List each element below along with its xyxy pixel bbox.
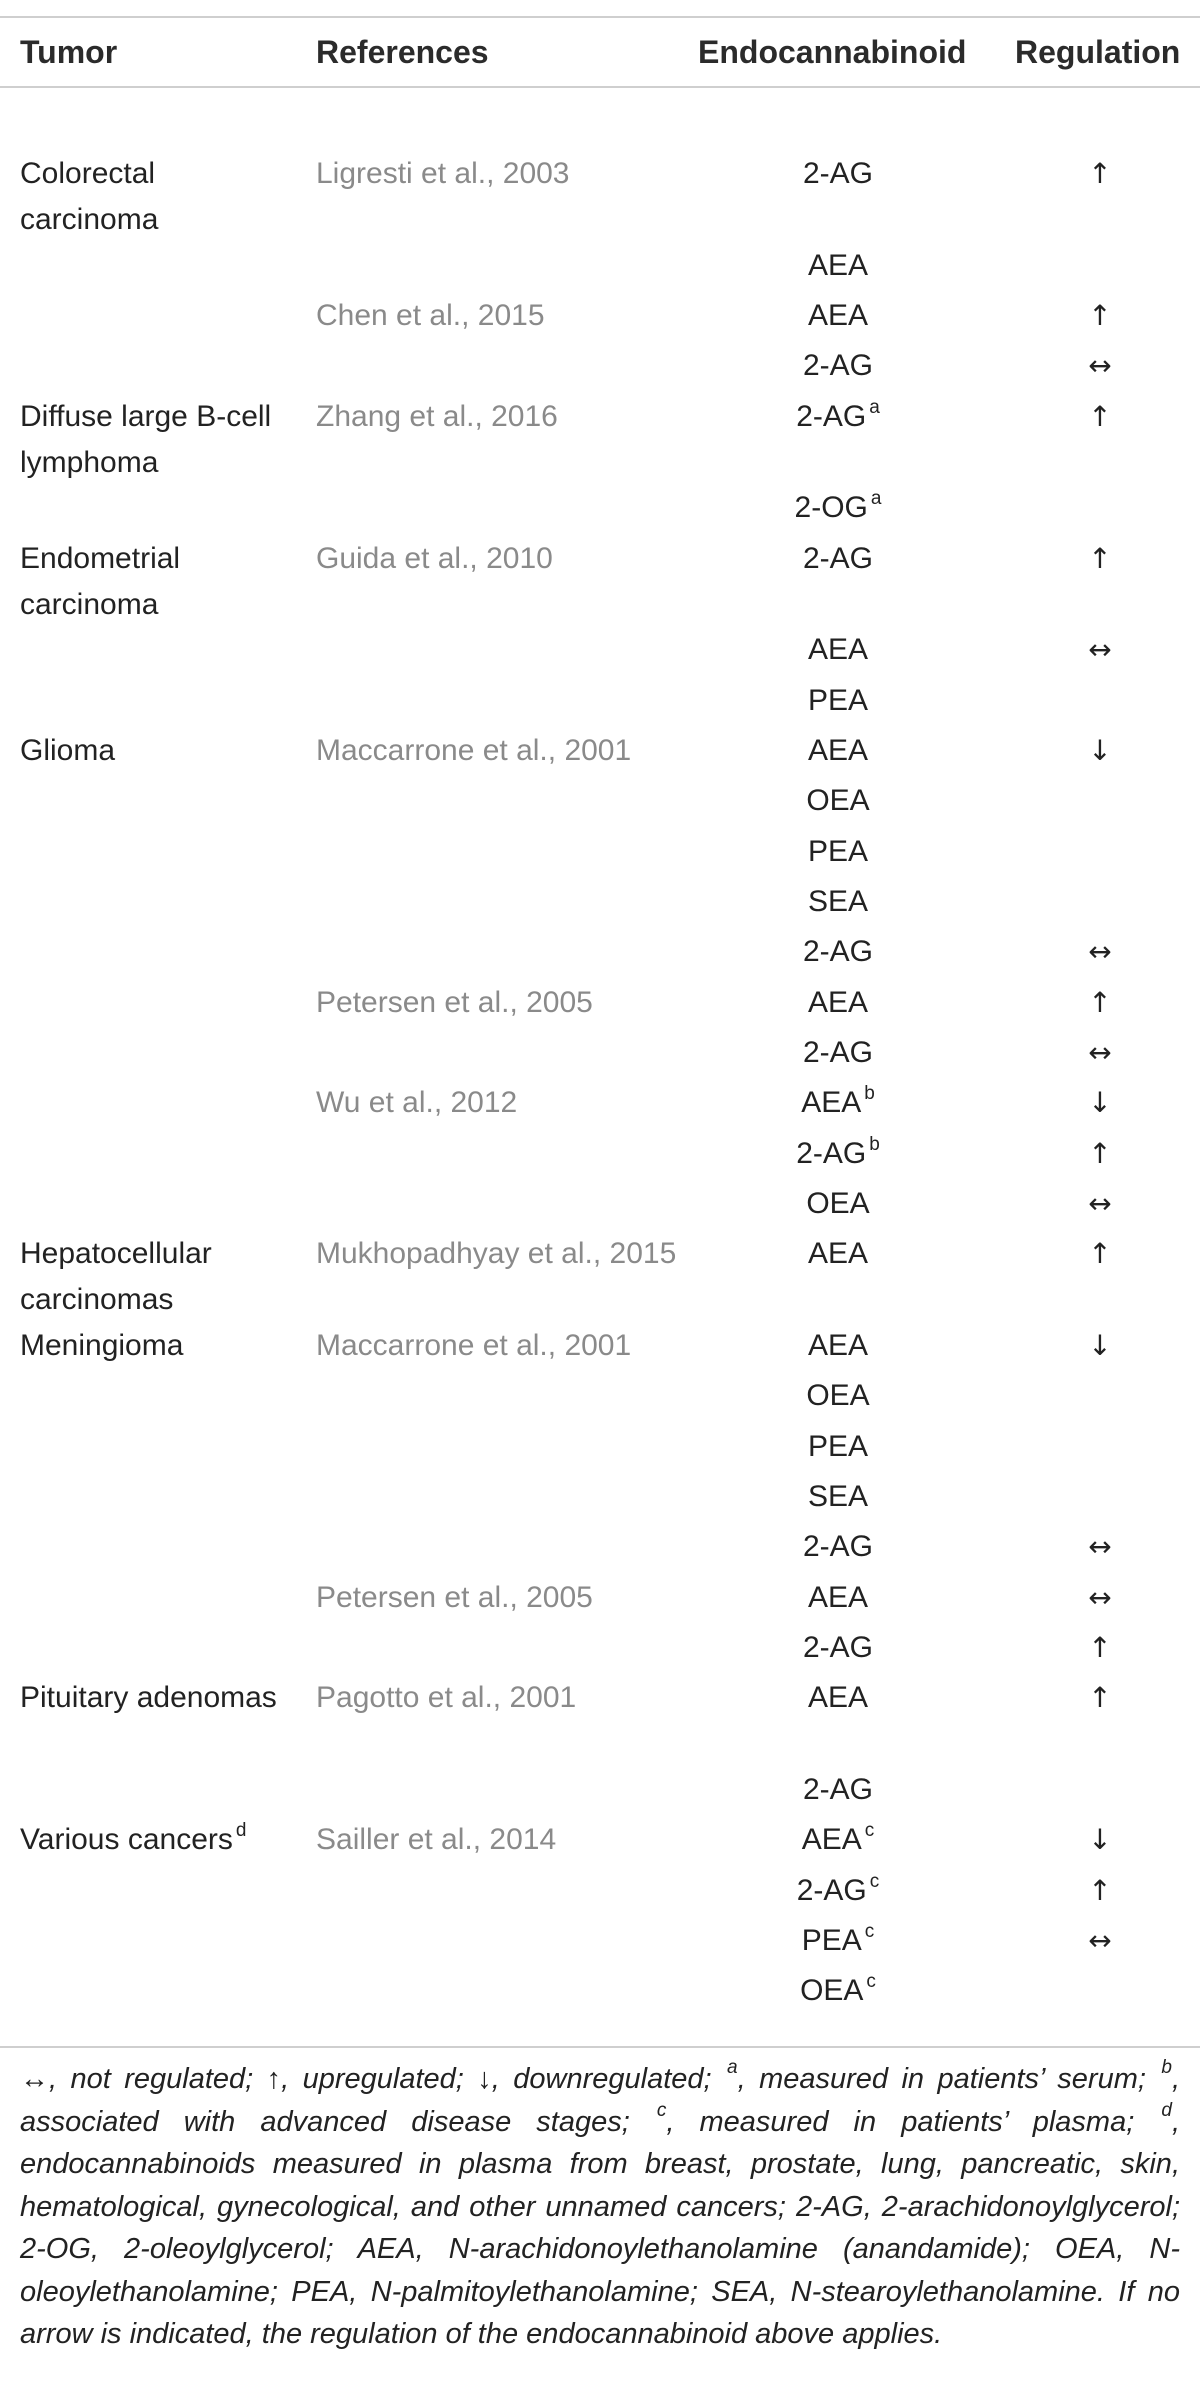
endocannabinoid-cell xyxy=(698,1323,978,1369)
tumor-cell-text: Meningioma xyxy=(20,1329,184,1363)
footnote-superscript: a xyxy=(727,2057,738,2079)
tumor-cell xyxy=(20,536,300,628)
endocannabinoid-cell-text: 2-AG xyxy=(802,1630,874,1664)
endocannabinoid-cell-text: 2-AG xyxy=(802,1530,874,1564)
endocannabinoid-cell-text: AEA xyxy=(807,985,869,1019)
regulation-arrow-icon xyxy=(1015,1524,1185,1570)
endocannabinoid-cell xyxy=(698,627,978,673)
footnote-superscript: c xyxy=(656,2099,667,2121)
regulation-arrow-icon xyxy=(1015,1625,1185,1671)
regulation-arrow-icon xyxy=(1015,1918,1185,1964)
endocannabinoid-cell xyxy=(698,1625,978,1671)
endocannabinoid-cell xyxy=(698,1080,978,1126)
reference-cell-text: Mukhopadhyay et al., 2015 xyxy=(316,1237,677,1271)
header-endocannabinoid: Endocannabinoid xyxy=(698,34,967,70)
regulation-arrow-icon-text: ↔ xyxy=(1088,1036,1112,1069)
regulation-arrow-icon-text: ↑ xyxy=(1088,1681,1112,1715)
regulation-arrow-icon xyxy=(1015,343,1185,389)
reference-cell-text: Wu et al., 2012 xyxy=(316,1086,518,1120)
endocannabinoid-cell-text: OEA xyxy=(800,1974,864,2008)
endocannabinoid-cell xyxy=(698,1030,978,1076)
table-footnote xyxy=(20,2058,1180,2356)
regulation-arrow-icon-text: ↓ xyxy=(1088,1086,1112,1120)
reference-cell-text: Pagotto et al., 2001 xyxy=(316,1681,577,1715)
endocannabinoid-cell-superscript: b xyxy=(869,1133,880,1155)
endocannabinoid-cell-text: PEA xyxy=(807,1429,869,1463)
regulation-arrow-icon xyxy=(1015,1131,1185,1177)
endocannabinoid-cell-text: 2-AG xyxy=(796,1136,867,1170)
endocannabinoid-cell-text: 2-AG xyxy=(802,1036,874,1069)
reference-cell-text: Ligresti et al., 2003 xyxy=(316,156,570,190)
footnote-text: , measured in patients’ serum; xyxy=(737,2063,1160,2095)
endocannabinoid-cell xyxy=(698,1474,978,1520)
tumor-cell xyxy=(20,151,300,243)
regulation-arrow-icon xyxy=(1015,1323,1185,1369)
endocannabinoid-cell xyxy=(698,1131,978,1177)
reference-cell xyxy=(316,980,696,1026)
regulation-arrow-icon xyxy=(1015,1231,1185,1277)
endocannabinoid-cell xyxy=(698,1675,978,1721)
endocannabinoid-cell-text: SEA xyxy=(807,885,869,919)
tumor-cell xyxy=(20,1675,300,1721)
footnote-text: , measured in patients’ plasma; xyxy=(666,2105,1160,2138)
endocannabinoid-cell xyxy=(698,678,978,724)
endocannabinoid-cell-text: OEA xyxy=(806,1379,870,1413)
reference-cell xyxy=(316,536,696,582)
regulation-arrow-icon-text: ↑ xyxy=(1088,541,1112,575)
reference-cell xyxy=(316,1575,696,1621)
endocannabinoid-cell-text: PEA xyxy=(807,834,869,868)
endocannabinoid-cell-text: 2-AG xyxy=(802,349,874,383)
reference-cell xyxy=(316,394,696,440)
footnote-superscript: b xyxy=(1161,2057,1172,2079)
endocannabinoid-cell-text: PEA xyxy=(801,1924,862,1957)
tumor-cell-text: Pituitary adenomas xyxy=(20,1681,277,1715)
regulation-arrow-icon-text: ↔ xyxy=(1088,1580,1112,1614)
tumor-cell xyxy=(20,1231,300,1323)
endocannabinoid-cell-text: AEA xyxy=(807,633,869,667)
regulation-arrow-icon-text: ↑ xyxy=(1088,985,1112,1019)
endocannabinoid-cell-superscript: c xyxy=(864,1820,875,1842)
endocannabinoid-cell xyxy=(698,1181,978,1227)
reference-cell-text: Guida et al., 2010 xyxy=(316,541,553,575)
endocannabinoid-cell-superscript: c xyxy=(869,1870,880,1892)
endocannabinoid-cell xyxy=(698,829,978,875)
regulation-arrow-icon xyxy=(1015,1868,1185,1914)
endocannabinoid-cell xyxy=(698,485,978,531)
tumor-cell-text: Diffuse large B-cell lymphoma xyxy=(20,399,272,479)
endocannabinoid-cell-text: AEA xyxy=(801,1086,862,1120)
regulation-arrow-icon-text: ↔ xyxy=(1088,1924,1112,1957)
tumor-cell xyxy=(20,394,300,486)
endocannabinoid-cell-text: 2-OG xyxy=(794,491,868,525)
tumor-cell-text: Various cancers xyxy=(20,1823,233,1857)
regulation-arrow-icon xyxy=(1015,293,1185,339)
reference-cell xyxy=(316,1231,696,1277)
regulation-arrow-icon-text: ↓ xyxy=(1088,1823,1112,1857)
tumor-cell xyxy=(20,728,300,774)
regulation-arrow-icon-text: ↑ xyxy=(1088,399,1112,433)
regulation-arrow-icon xyxy=(1015,1080,1185,1126)
reference-cell xyxy=(316,1323,696,1369)
endocannabinoid-cell-text: PEA xyxy=(807,683,869,717)
regulation-arrow-icon-text: ↔ xyxy=(1088,633,1112,667)
regulation-arrow-icon xyxy=(1015,1575,1185,1621)
regulation-arrow-icon xyxy=(1015,1181,1185,1227)
regulation-arrow-icon-text: ↑ xyxy=(1088,1136,1112,1170)
endocannabinoid-cell-superscript: a xyxy=(870,488,882,510)
endocannabinoid-cell xyxy=(698,1817,978,1863)
reference-cell xyxy=(316,728,696,774)
regulation-arrow-icon-text: ↔ xyxy=(1088,349,1112,383)
endocannabinoid-cell xyxy=(698,778,978,824)
endocannabinoid-cell xyxy=(698,1231,978,1277)
endocannabinoid-cell-text: 2-AG xyxy=(802,156,874,190)
endocannabinoid-cell-text: AEA xyxy=(807,1329,869,1363)
footnote-text: , endocannabinoids measured in plasma from breast, prostate, lung, pancreatic, skin, hematological, gynecological, and other unnamed cancers; 2-AG, 2-arachidonoylglycerol; 2-OG, 2-oleoylglycerol; AEA, N-arachidonoylethanolamine (anandamide); OEA, N-oleoylethanolamine; PEA, N-palmitoylethanolamine; SEA, N-stearoylethanolamine. If no arrow is indicated, the regulation of the endocannabinoid above applies. xyxy=(20,2105,1180,2350)
reference-cell-text: Sailler et al., 2014 xyxy=(316,1823,557,1857)
endocannabinoid-cell xyxy=(698,1524,978,1570)
endocannabinoid-cell-text: AEA xyxy=(807,734,869,768)
reference-cell xyxy=(316,1080,696,1126)
endocannabinoid-cell xyxy=(698,394,978,440)
footnote-superscript: d xyxy=(1161,2099,1172,2121)
endocannabinoid-cell xyxy=(698,343,978,389)
endocannabinoid-cell xyxy=(698,1918,978,1964)
tumor-cell-text: Glioma xyxy=(20,734,116,768)
endocannabinoid-cell xyxy=(698,1373,978,1419)
header-references: References xyxy=(316,34,489,70)
endocannabinoid-cell xyxy=(698,879,978,925)
regulation-arrow-icon-text: ↔ xyxy=(1088,1530,1112,1564)
reference-cell-text: Chen et al., 2015 xyxy=(316,298,545,332)
regulation-arrow-icon xyxy=(1015,929,1185,975)
endocannabinoid-cell-superscript: c xyxy=(866,1971,876,1993)
endocannabinoid-cell-text: OEA xyxy=(806,784,870,818)
table-bottom-rule xyxy=(0,2046,1200,2048)
regulation-arrow-icon-text: ↔ xyxy=(1088,1186,1112,1220)
endocannabinoid-cell xyxy=(698,1868,978,1914)
endocannabinoid-cell-superscript: a xyxy=(869,396,880,418)
endocannabinoid-cell-text: 2-AG xyxy=(796,399,867,433)
reference-cell-text: Maccarrone et al., 2001 xyxy=(316,1329,632,1363)
reference-cell-text: Maccarrone et al., 2001 xyxy=(316,734,632,768)
endocannabinoid-cell-text: 2-AG xyxy=(802,541,874,575)
regulation-arrow-icon xyxy=(1015,151,1185,197)
footnote-text: ↔, not regulated; ↑, upregulated; ↓, downregulated; xyxy=(20,2063,726,2095)
regulation-arrow-icon xyxy=(1015,536,1185,582)
endocannabinoid-cell-text: SEA xyxy=(807,1480,869,1513)
regulation-arrow-icon-text: ↑ xyxy=(1088,156,1112,190)
regulation-arrow-icon-text: ↔ xyxy=(1088,935,1112,969)
endocannabinoid-cell-superscript: c xyxy=(864,1921,875,1942)
endocannabinoid-cell xyxy=(698,1968,978,2014)
reference-cell xyxy=(316,1675,696,1721)
endocannabinoid-cell xyxy=(698,929,978,975)
endocannabinoid-cell-text: 2-AG xyxy=(802,935,874,969)
endocannabinoid-cell-text: AEA xyxy=(801,1823,862,1857)
endocannabinoid-cell-text: AEA xyxy=(807,298,869,332)
endocannabinoid-cell-text: AEA xyxy=(807,1681,869,1715)
endocannabinoid-cell xyxy=(698,293,978,339)
endocannabinoid-cell xyxy=(698,243,978,289)
table-header xyxy=(0,16,1200,86)
endocannabinoid-cell xyxy=(698,536,978,582)
tumor-cell-text: Hepatocellular carcinomas xyxy=(20,1237,212,1317)
tumor-cell xyxy=(20,1323,300,1369)
endocannabinoid-cell xyxy=(698,1424,978,1470)
regulation-arrow-icon xyxy=(1015,1030,1185,1076)
endocannabinoid-cell xyxy=(698,980,978,1026)
endocannabinoid-cell-text: 2-AG xyxy=(802,1773,874,1807)
endocannabinoid-cell-text: AEA xyxy=(807,1580,869,1614)
endocannabinoid-cell xyxy=(698,1575,978,1621)
regulation-arrow-icon-text: ↑ xyxy=(1088,1630,1112,1664)
reference-cell-text: Zhang et al., 2016 xyxy=(316,399,558,433)
endocannabinoid-cell-text: OEA xyxy=(806,1186,870,1220)
tumor-cell-text: Colorectal carcinoma xyxy=(20,156,159,236)
endocannabinoid-cell-text: AEA xyxy=(807,1237,869,1271)
regulation-arrow-icon-text: ↓ xyxy=(1088,1329,1112,1363)
header-tumor: Tumor xyxy=(20,34,118,70)
footnote-text: , associated with advanced disease stages; xyxy=(20,2063,1180,2138)
endocannabinoid-cell xyxy=(698,151,978,197)
regulation-arrow-icon-text: ↓ xyxy=(1088,734,1112,768)
regulation-arrow-icon xyxy=(1015,980,1185,1026)
tumor-cell-superscript: d xyxy=(235,1820,247,1842)
regulation-arrow-icon xyxy=(1015,1817,1185,1863)
endocannabinoid-cell-text: AEA xyxy=(807,248,869,282)
regulation-arrow-icon-text: ↑ xyxy=(1088,1873,1112,1907)
tumor-cell xyxy=(20,1817,300,1863)
endocannabinoid-cell xyxy=(698,728,978,774)
regulation-arrow-icon xyxy=(1015,394,1185,440)
reference-cell-text: Petersen et al., 2005 xyxy=(316,1580,593,1614)
regulation-arrow-icon xyxy=(1015,627,1185,673)
reference-cell xyxy=(316,293,696,339)
regulation-arrow-icon-text: ↑ xyxy=(1088,1237,1112,1271)
table-body xyxy=(0,86,1200,2046)
endocannabinoid-cell-superscript: b xyxy=(864,1083,875,1105)
regulation-arrow-icon xyxy=(1015,728,1185,774)
reference-cell xyxy=(316,151,696,197)
reference-cell xyxy=(316,1817,696,1863)
regulation-arrow-icon xyxy=(1015,1675,1185,1721)
regulation-arrow-icon-text: ↑ xyxy=(1088,298,1112,332)
reference-cell-text: Petersen et al., 2005 xyxy=(316,985,593,1019)
tumor-cell-text: Endometrial carcinoma xyxy=(20,541,181,621)
endocannabinoid-cell-text: 2-AG xyxy=(796,1873,867,1907)
header-regulation: Regulation xyxy=(1015,34,1181,70)
endocannabinoid-cell xyxy=(698,1767,978,1813)
